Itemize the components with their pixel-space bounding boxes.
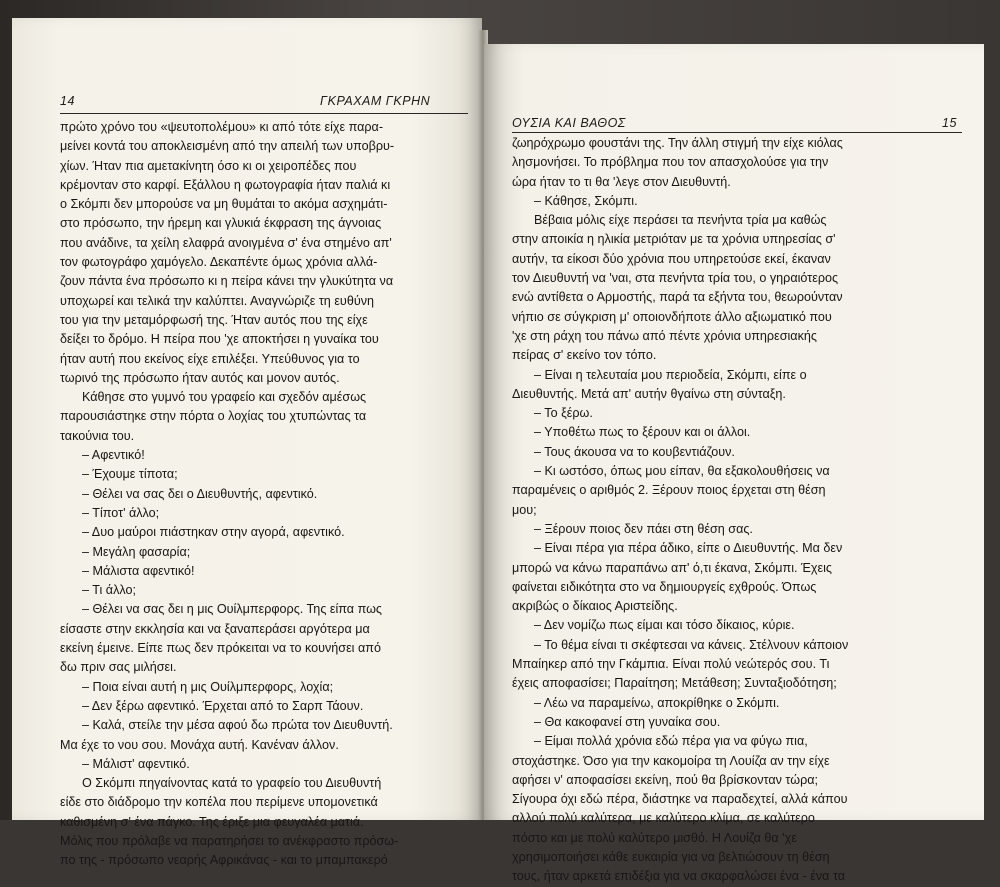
text-line: – Υποθέτω πως το ξέρουν και οι άλλοι. [534,425,751,440]
text-line: – Κι ωστόσο, όπως μου είπαν, θα εξακολουθήσεις να [534,464,830,479]
text-line: παρουσιάστηκε στην πόρτα ο λοχίας του χτυπώντας τα [60,409,367,424]
text-line: Μπαίηκερ από την Γκάμπια. Είναι πολύ νεώτερός σου. Τι [512,657,830,672]
text-line: – Θα κακοφανεί στη γυναίκα σου. [534,714,721,729]
text-line: λησμονήσει. Το πρόβλημα που τον απασχολούσε για την [512,155,829,170]
text-line: – Αφεντικό! [82,448,145,463]
text-line: χρησιμοποιήσει κάθε ευκαιρία για να βελτιώσουν τη θέση [512,849,830,864]
text-line: – Καλά, στείλε την μέσα αφού δω πρώτα τον Διευθυντή. [82,718,393,733]
text-line: Σίγουρα όχι εδώ πέρα, διάστηκε να παραδεχτεί, αλλά κάπου [512,792,848,807]
text-line: πόστο και με πολύ καλύτερο μισθό. Η Λουίζα θα 'χε [512,830,797,845]
text-line: – Δυο μαύροι πιάστηκαν στην αγορά, αφεντικό. [82,525,345,540]
left-page-number: 14 [60,94,75,108]
text-line: πείρας σ' εκείνο τον τόπο. [512,348,657,363]
text-line: αυτήν, τα είκοσι δύο χρόνια που υπηρετούσε εκεί, έκαναν [512,251,831,266]
text-line: – Έχουμε τίποτα; [82,467,178,482]
text-line: αφήσει ν' αποφασίσει εκείνη, πού θα βρίσκονταν τώρα; [512,772,819,787]
right-running-head: ΟΥΣΙΑ ΚΑΙ ΒΑΘΟΣ [512,116,626,130]
text-line: ακριβώς ο δίκαιος Αριστείδης. [512,599,678,614]
text-line: – Μάλιστ' αφεντικό. [82,756,190,771]
text-line: Κάθησε στο γυμνό του γραφείο και σχεδόν αμέσως [82,390,367,405]
text-line: πρώτο χρόνο του «ψευτοπολέμου» κι από τότε είχε παρα- [60,120,384,134]
text-line: πο της - πρόσωπο νεαρής Αφρικάνας - και το μπαμπακερό [60,853,388,868]
text-line: που ανάδινε, τα χείλη ελαφρά ανοιγμένα σ' ένα στημένο απ' [60,235,392,250]
text-line: 'χε στη ράχη του πάνω από πέντε χρόνια υπηρεσιακής [512,328,817,343]
text-line: – Ποια είναι αυτή η μις Ουίλμπερφορς, λοχία; [82,679,334,694]
text-line: Μα έχε το νου σου. Μονάχα αυτή. Κανέναν άλλον. [60,737,339,752]
left-page-text [60,118,468,871]
right-header-rule [512,132,962,133]
text-line: αλλού πολύ καλύτερα, με καλύτερο κλίμα, σε καλύτερο [512,811,815,826]
text-line: είδε στο διάδρομο την κοπέλα που περίμενε υπομονετικά [60,795,378,810]
text-line: – Το θέμα είναι τι σκέφτεσαι να κάνεις. Στέλνουν κάποιον [534,637,849,652]
text-line: – Ξέρουν ποιος δεν πάει στη θέση σας. [534,521,753,536]
text-line: τακούνια του. [60,428,135,443]
text-line: – Είναι πέρα για πέρα άδικο, είπε ο Διευθυντής. Μα δεν [534,541,843,556]
right-page-text [512,134,962,887]
text-line: ζωηρόχρωμο φουστάνι της. Την άλλη στιγμή την είχε κιόλας [512,136,843,150]
text-line: – Θέλει να σας δει η μις Ουίλμπερφορς. Της είπα πως [82,602,382,617]
text-line: – Θέλει να σας δει ο Διευθυντής, αφεντικό. [82,486,318,501]
left-page [12,18,482,868]
text-line: τωρινό της πρόσωπο ήταν αυτός και μονον αυτός. [60,370,340,385]
text-line: Ο Σκόμπι πηγαίνοντας κατά το γραφείο του Διευθυντή [82,776,382,791]
text-line: μείνει κοντά του αποκλεισμένη από την απειλή των υποβρυ- [60,139,395,154]
text-line: – Λέω να παραμείνω, αποκρίθηκε ο Σκόμπι. [534,695,780,710]
text-line: παραμένεις ο αριθμός 2. Ξέρουν ποιος έρχεται στη θέση [512,483,826,498]
text-line: μπορώ να κάνω παραπάνω απ' ό,τι έκανα, Σκόμπι. Έχεις [512,560,832,575]
text-line: υποχωρεί και τελικά την καλύπτει. Αναγνώριζε τη ευθύνη [60,293,375,308]
text-line: – Είμαι πολλά χρόνια εδώ πέρα για να φύγω πια, [534,734,808,749]
text-line: νήπιο σε σύγκριση μ' οποιονδήποτε άλλο αξιωματικό που [512,309,832,324]
text-line: στοχάστηκε. Όσο για την κακομοίρα τη Λουίζα αν την είχε [512,753,830,768]
text-line: – Δεν νομίζω πως είμαι και τόσο δίκαιος, κύριε. [534,618,795,633]
text-line: έχεις αποφασίσει; Παραίτηση; Μετάθεση; Συνταξιοδότηση; [512,676,837,691]
text-line: ζουν πάντα ένα πρόσωπο κι η πείρα κάνει την γλυκύτητα να [60,274,394,289]
text-line: – Δεν ξέρω αφεντικό. Έρχεται από το Σαρπ Τάουν. [82,698,364,713]
text-line: δείξει το δρόμο. Η πείρα που 'χε αποκτήσει η γυναίκα του [60,332,379,347]
text-line: κρέμονταν στο καρφί. Εξάλλου η φωτογραφία ήταν παλιά κι [60,177,391,192]
text-line: ήταν αυτή που εκείνος είχε επιλέξει. Υπεύθυνος για το [60,351,360,366]
text-line: στο πρόσωπο, την ήρεμη και γλυκιά έκφραση της άγνοιας [60,216,382,231]
text-line: – Είναι η τελευταία μου περιοδεία, Σκόμπι, είπε ο [534,367,807,382]
text-line: ο Σκόμπι δεν μπορούσε να μη θυμάται το ακόμα ασχημάτι- [60,197,388,212]
text-line: Μόλις που πρόλαβε να παρατηρήσει το ανέκφραστο πρόσω- [60,833,399,848]
text-line: τους, ήταν αρκετά επιδέξια για να σκαρφαλώσει ένα - ένα τα [512,869,846,884]
text-line: καθισμένη σ' ένα πάγκο. Της έριξε μια φευγαλέα ματιά. [60,814,364,829]
text-line: τον φωτογράφο χαμόγελο. Δεκαπέντε όμως χρόνια αλλά- [60,255,378,270]
text-line: είσαστε στην εκκλησία και να ξαναπεράσει αργότερα μα [60,621,370,636]
text-line: ενώ αντίθετα ο Αρμοστής, παρά τα εξήντα του, θεωρούνταν [512,290,843,305]
text-line: μου; [512,502,537,517]
text-line: – Μάλιστα αφεντικό! [82,563,195,578]
text-line: φαίνεται ειδικότητα στο να δημιουργείς εχθρούς. Όπως [512,579,817,594]
text-line: – Τι άλλο; [82,583,136,598]
text-line: – Τους άκουσα να το κουβεντιάζουν. [534,444,735,459]
text-line: εκείνη έμεινε. Είπε πως δεν πρόκειται να το κουνήσει από [60,641,381,656]
left-running-head: ΓΚΡΑΧΑΜ ΓΚΡΗΝ [320,94,431,108]
text-line: του για την μεταμόρφωσή της. Ήταν αυτός που της είχε [60,312,368,327]
text-line: – Το ξέρω. [534,406,593,421]
text-line: ώρα ήταν το τι θα 'λεγε στον Διευθυντή. [512,174,731,189]
text-line: στην αποικία η ηλικία μετριόταν με τα χρόνια υπηρεσίας σ' [512,232,836,247]
text-line: χίων. Ήταν πια αμετακίνητη όσο κι οι χειροπέδες που [60,158,357,173]
text-line: – Τίποτ' άλλο; [82,505,160,520]
text-line: δω πριν σας μιλήσει. [60,660,177,675]
left-header-rule [60,113,468,114]
text-line: Διευθυντής. Μετά απ' αυτήν θγαίνω στη σύνταξη. [512,386,786,401]
right-page-number: 15 [942,116,957,130]
right-page [484,44,984,884]
text-line: – Κάθησε, Σκόμπι. [534,193,638,208]
text-line: Βέβαια μόλις είχε περάσει τα πενήντα τρία μα καθώς [534,213,827,228]
text-line: τον Διευθυντή να 'ναι, στα πενήντα τρία του, ο γηραιότερος [512,271,839,286]
text-line: – Μεγάλη φασαρία; [82,544,191,559]
